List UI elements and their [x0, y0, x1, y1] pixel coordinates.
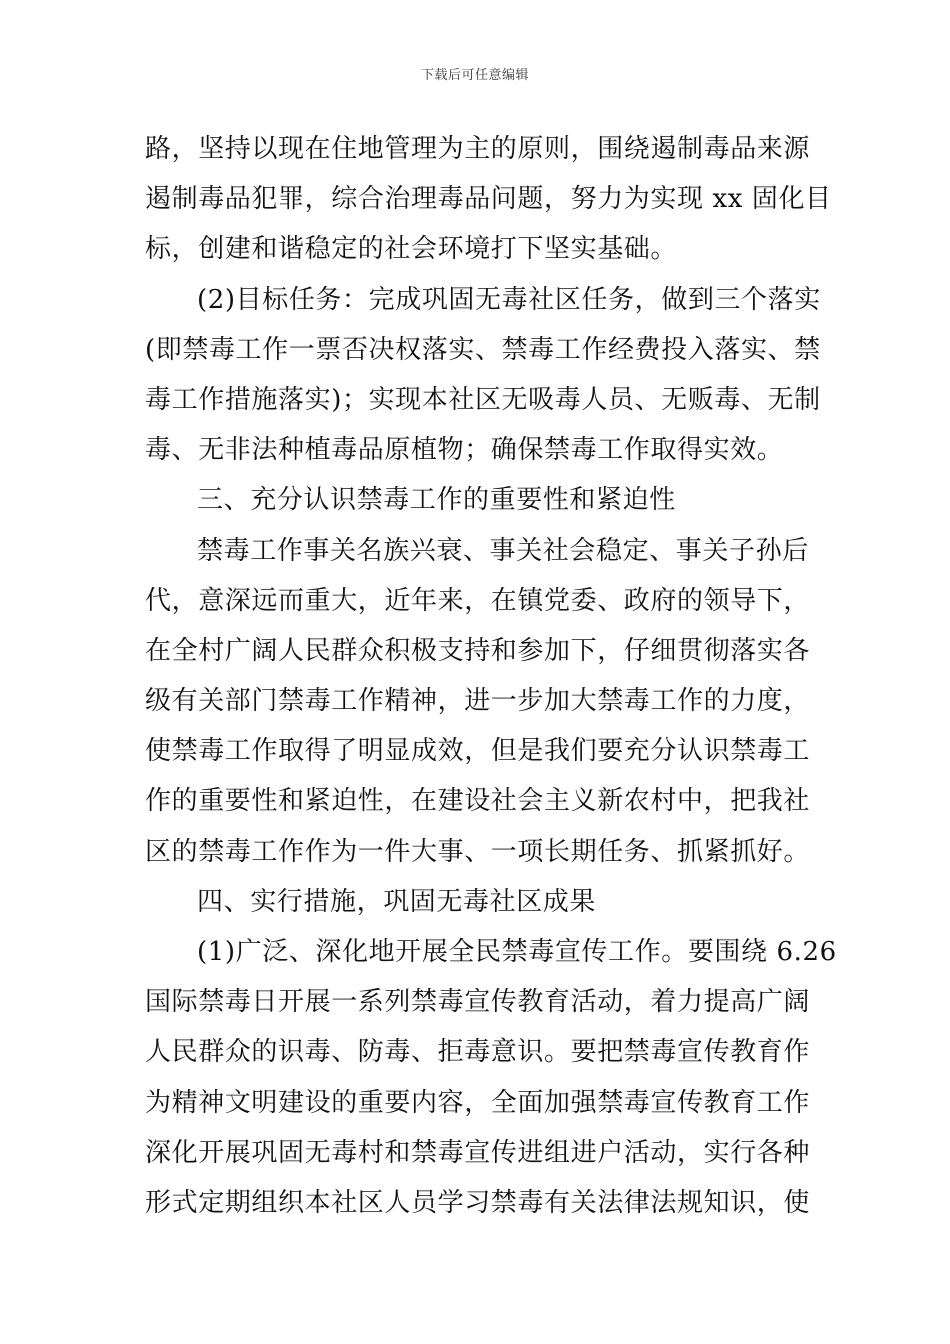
text-line: 深化开展巩固无毒村和禁毒宣传进组进户活动，实行各种: [145, 1137, 811, 1168]
body-text: [145, 124, 837, 1228]
text-line: (即禁毒工作一票否决权落实、禁毒工作经费投入落实、禁: [145, 334, 821, 365]
text-line: 遏制毒品犯罪，综合治理毒品问题，努力为实现 xx 固化目: [145, 184, 832, 215]
text-line: 在全村广阔人民群众积极支持和参加下，仔细贯彻落实各: [145, 635, 811, 666]
text-line: 代，意深远而重大，近年来，在镇党委、政府的领导下，: [145, 585, 811, 616]
text-line: (1)广泛、深化地开展全民禁毒宣传工作。要围绕 6.26: [197, 937, 837, 967]
text-line: 国际禁毒日开展一系列禁毒宣传教育活动，着力提高广阔: [145, 987, 811, 1018]
text-line: 级有关部门禁毒工作精神，进一步加大禁毒工作的力度，: [145, 686, 811, 717]
text-line: 形式定期组织本社区人员学习禁毒有关法律法规知识，使: [145, 1187, 811, 1218]
text-line: 区的禁毒工作作为一件大事、一项长期任务、抓紧抓好。: [145, 836, 811, 867]
text-line: 四、实行措施，巩固无毒社区成果: [197, 886, 597, 917]
text-line: 作的重要性和紧迫性，在建设社会主义新农村中，把我社: [145, 786, 811, 817]
text-line: 毒工作措施落实)；实现本社区无吸毒人员、无贩毒、无制: [145, 384, 821, 415]
text-line: 为精神文明建设的重要内容，全面加强禁毒宣传教育工作: [145, 1087, 811, 1118]
text-line: 禁毒工作事关名族兴衰、事关社会稳定、事关子孙后: [197, 535, 809, 566]
text-line: 毒、无非法种植毒品原植物；确保禁毒工作取得实效。: [145, 435, 784, 466]
text-line: 路，坚持以现在住地管理为主的原则，围绕遏制毒品来源: [145, 134, 811, 164]
text-line: (2)目标任务：完成巩固无毒社区任务，做到三个落实: [197, 284, 821, 315]
page-header: 下载后可任意编辑: [420, 68, 529, 83]
text-line: 三、充分认识禁毒工作的重要性和紧迫性: [197, 485, 676, 516]
text-line: 人民群众的识毒、防毒、拒毒意识。要把禁毒宣传教育作: [145, 1037, 811, 1068]
text-line: 使禁毒工作取得了明显成效，但是我们要充分认识禁毒工: [145, 736, 811, 767]
text-line: 标，创建和谐稳定的社会环境打下坚实基础。: [145, 234, 678, 265]
